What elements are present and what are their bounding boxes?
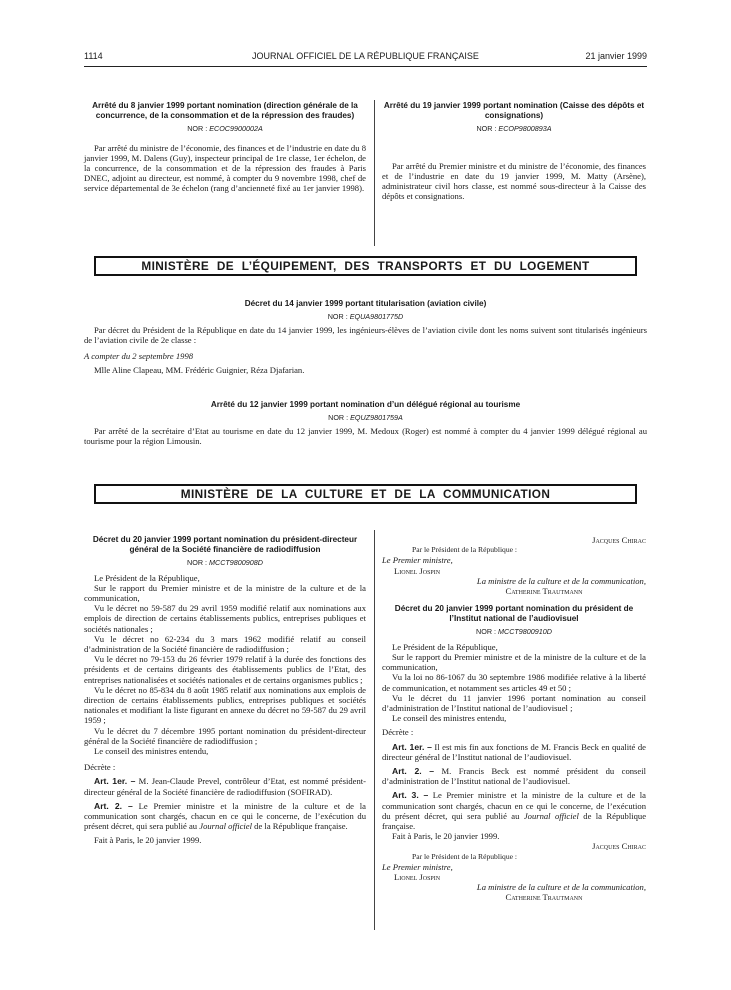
decree-title: Décret du 20 janvier 1999 portant nomination du président-directeur général de la Société financière de radiodiffusion bbox=[92, 535, 358, 554]
article-1: Art. 1er. – Il est mis fin aux fonctions de M. Francis Beck en qualité de directeur général de l’Institut national de l’audiovisuel. bbox=[382, 741, 646, 762]
decret-sofirad bbox=[84, 535, 366, 846]
arrete-title: Arrêté du 19 janvier 1999 portant nomination (Caisse des dépôts et consignations) bbox=[383, 101, 645, 120]
titularised-names: Mlle Aline Clapeau, MM. Frédéric Guignier, Réza Djafarian. bbox=[94, 365, 305, 376]
premier-ministre-label: Le Premier ministre, bbox=[382, 861, 453, 872]
arrete-caisse-depots bbox=[382, 101, 646, 201]
decree-title: Décret du 14 janvier 1999 portant titularisation (aviation civile) bbox=[244, 299, 487, 308]
arrete-body: Par arrêté du Premier ministre et du ministre de l’économie, des finances et de l’industrie en date du 19 janvier 1999, M. Matty (Arsène), administrateur civil hors classe, est nommé sous-directeur à la Caisse des dépôts et consignations. bbox=[382, 160, 646, 202]
article-3: Art. 3. – Le Premier ministre et la ministre de la culture et de la communication sont chargés, chacun en ce qui le concerne, de l’exécution du présent décret, qui sera publié au Journal officiel de la République française. bbox=[382, 790, 647, 832]
conseil-entendu: Le conseil des ministres entendu, bbox=[94, 746, 209, 757]
column-separator-bottom bbox=[374, 530, 375, 930]
decree-title: Arrêté du 12 janvier 1999 portant nomination d’un délégué régional au tourisme bbox=[210, 400, 521, 409]
decree-title: Décret du 20 janvier 1999 portant nomination du président de l’Institut national de l’audiovisuel bbox=[394, 604, 634, 624]
preamble-president: Le Président de la République, bbox=[392, 641, 498, 652]
effective-date: A compter du 2 septembre 1998 bbox=[84, 351, 194, 362]
article-1: Art. 1er. – M. Jean-Claude Prevel, contrôleur d’Etat, est nommé président-directeur général de la Société financière de radiodiffusion (SOFIRAD). bbox=[84, 776, 367, 797]
nor-line: NOR : ECOC9900002A bbox=[187, 123, 263, 133]
arrete-tourisme bbox=[84, 400, 647, 446]
ministry-banner-equipement: MINISTÈRE DE L’ÉQUIPEMENT, DES TRANSPORTS ET DU LOGEMENT bbox=[94, 256, 637, 276]
signature-president: Jacques Chirac bbox=[592, 535, 646, 545]
decrete-label: Décrète : bbox=[84, 762, 116, 773]
nor-line: NOR : ECOP9800893A bbox=[476, 123, 552, 133]
fait-a-paris: Fait à Paris, le 20 janvier 1999. bbox=[392, 831, 500, 842]
fait-a-paris: Fait à Paris, le 20 janvier 1999. bbox=[94, 835, 202, 846]
ministre-name: Catherine Trautmann bbox=[505, 586, 583, 597]
preamble-rapport: Sur le rapport du Premier ministre et de la ministre de la culture et de la communication, bbox=[382, 652, 646, 673]
premier-ministre-name: Lionel Jospin bbox=[394, 565, 441, 576]
signatures-and-decret-ina bbox=[382, 535, 646, 903]
arrete-body: Par arrêté du ministre de l’économie, des finances et de l’industrie en date du 8 janvier 1999, M. Dalens (Guy), inspecteur principal de 1re classe, 1er échelon, de la concurrence, de la consommation et de la répression des fraudes à Paris DNEC, adjoint au directeur, est nommé, à compter du 9 novembre 1998, chef de service départemental de 3e échelon (rang d’ancienneté fixé au 1er janvier 1998). bbox=[84, 142, 366, 194]
header-rule bbox=[84, 66, 647, 67]
decree-body: Par arrêté de la secrétaire d’Etat au tourisme en date du 12 janvier 1999, M. Medoux (Roger) est nommé à compter du 4 janvier 1999 délégué régional au tourisme pour la région Limousin. bbox=[84, 425, 647, 446]
visa-85-834: Vu le décret no 85-834 du 8 août 1985 relatif aux nominations aux emplois de direction de certains établissements publics, entreprises publiques et sociétés nationales et modifiant la liste figurant en annexe du décret no 59-587 du 29 avril 1959 ; bbox=[84, 684, 366, 726]
nor-line: NOR : EQUZ9801759A bbox=[328, 412, 403, 422]
page-number: 1114 bbox=[84, 51, 103, 61]
premier-ministre-label: Le Premier ministre, bbox=[382, 555, 453, 566]
signature-president: Jacques Chirac bbox=[592, 841, 646, 852]
nor-line: NOR : MCCT9800910D bbox=[476, 626, 552, 636]
arrete-title: Arrêté du 8 janvier 1999 portant nomination (direction générale de la concurrence, de la consommation et de la répression des fraudes) bbox=[92, 101, 358, 120]
visa-79-153: Vu le décret no 79-153 du 26 février 1979 relatif à la durée des fonctions des présidents et de certains dirigeants des établissements publics de l’Etat, des entreprises nationalisées et sociétés nationales et de certains organismes publics ; bbox=[84, 654, 366, 685]
ministre-label: La ministre de la culture et de la communication, bbox=[476, 575, 646, 586]
preamble-rapport: Sur le rapport du Premier ministre et de la ministre de la culture et de la communication, bbox=[84, 582, 366, 603]
journal-title: JOURNAL OFFICIEL DE LA RÉPUBLIQUE FRANÇAISE bbox=[252, 51, 479, 61]
nor-line: NOR : EQUA9801775D bbox=[327, 311, 404, 321]
par-le-president: Par le Président de la République : bbox=[412, 851, 518, 861]
ministre-label: La ministre de la culture et de la communication, bbox=[476, 882, 646, 893]
visa-loi-86-1067: Vu la loi no 86-1067 du 30 septembre 1986 modifiée relative à la liberté de communication, et notamment ses articles 49 et 50 ; bbox=[382, 672, 646, 693]
visa-59-587: Vu le décret no 59-587 du 29 avril 1959 modifié relatif aux nominations aux emplois de direction de certains établissements publics, entreprises publiques et sociétés nationales ; bbox=[84, 603, 366, 634]
visa-1995: Vu le décret du 7 décembre 1995 portant nomination du président-directeur général de la Société financière de radiodiffusion ; bbox=[84, 725, 366, 746]
preamble-president: Le Président de la République, bbox=[94, 572, 200, 583]
article-2: Art. 2. – Le Premier ministre et la ministre de la culture et de la communication sont chargés, chacun en ce qui le concerne, de l’exécution du présent décret, qui sera publié au Journal officiel de la République française. bbox=[84, 800, 366, 832]
nor-line: NOR : MCCT9800908D bbox=[187, 557, 263, 567]
decree-body: Par décret du Président de la République en date du 14 janvier 1999, les ingénieurs-élèves de l’aviation civile dont les noms suivent sont titularisés ingénieurs de l’aviation civile de 2e classe : bbox=[84, 324, 647, 345]
visa-1996: Vu le décret du 11 janvier 1996 portant nomination au conseil d’administration de l’Institut national de l’audiovisuel ; bbox=[382, 692, 646, 714]
conseil-entendu: Le conseil des ministres entendu, bbox=[392, 713, 507, 724]
arrete-dgccrf bbox=[84, 101, 366, 194]
ministre-name: Catherine Trautmann bbox=[505, 892, 583, 903]
par-le-president: Par le Président de la République : bbox=[412, 545, 518, 555]
ministry-banner-culture: MINISTÈRE DE LA CULTURE ET DE LA COMMUNICATION bbox=[94, 484, 637, 504]
page-header bbox=[84, 51, 647, 65]
article-2: Art. 2. – M. Francis Beck est nommé président du conseil d’administration de l’Institut national de l’audiovisuel. bbox=[382, 766, 646, 787]
column-separator-top bbox=[374, 100, 375, 246]
visa-62-234: Vu le décret no 62-234 du 3 mars 1962 modifié relatif au conseil d’administration de la Société financière de radiodiffusion ; bbox=[84, 633, 366, 655]
issue-date: 21 janvier 1999 bbox=[585, 51, 647, 61]
decrete-label: Décrète : bbox=[382, 727, 414, 738]
premier-ministre-name: Lionel Jospin bbox=[394, 872, 441, 883]
decret-aviation-civile bbox=[84, 299, 647, 376]
